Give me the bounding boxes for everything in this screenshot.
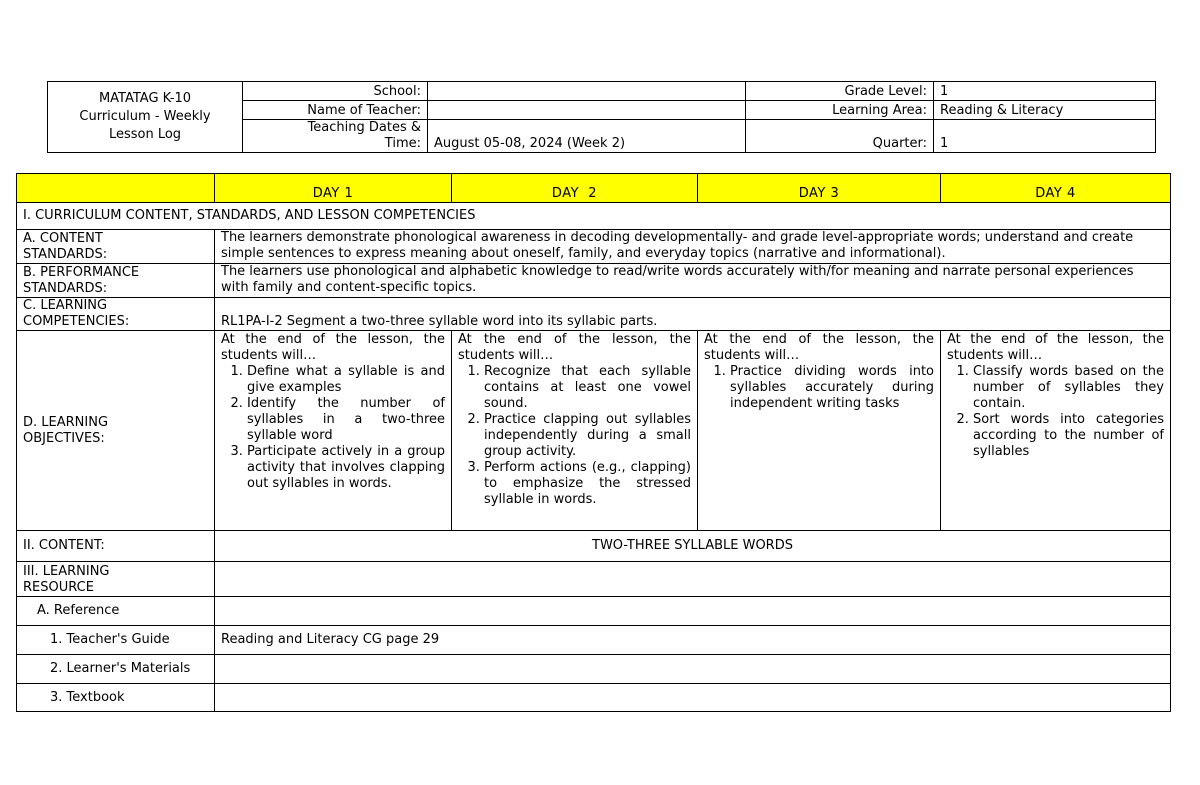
learning-area-field[interactable]: Reading & Literacy xyxy=(934,101,1156,120)
day-3-objectives-intro: At the end of the lesson, the students will… xyxy=(704,332,934,363)
list-item: 2. Sort words into categories according to the number of syllables xyxy=(973,412,1164,460)
content-label: II. CONTENT: xyxy=(17,531,215,562)
learners-materials-field[interactable] xyxy=(215,655,1171,684)
learning-resource-row xyxy=(17,562,1171,597)
list-item: 3. Participate actively in a group activity that involves clapping out syllables in words. xyxy=(247,444,445,492)
textbook-row xyxy=(17,684,1171,712)
day-3-objectives[interactable] xyxy=(698,331,941,531)
reference-label: A. Reference xyxy=(17,597,215,626)
textbook-label: 3. Textbook xyxy=(17,684,215,712)
learning-competencies-label-line-1: C. LEARNING xyxy=(23,298,108,313)
day-4-objectives-intro: At the end of the lesson, the students will… xyxy=(947,332,1164,363)
log-title-line-2: Curriculum - Weekly xyxy=(79,109,211,124)
quarter-label: Quarter: xyxy=(746,120,934,153)
content-standards-label xyxy=(17,230,215,264)
performance-standards-row xyxy=(17,264,1171,298)
teachers-guide-label: 1. Teacher's Guide xyxy=(17,626,215,655)
day-header-blank xyxy=(17,174,215,203)
learning-competencies-label xyxy=(17,298,215,331)
learning-resource-label-line-1: III. LEARNING xyxy=(23,564,110,579)
learning-competencies-text[interactable]: RL1PA-I-2 Segment a two-three syllable word into its syllabic parts. xyxy=(215,298,1171,331)
content-standards-label-line-2: STANDARDS: xyxy=(23,247,108,262)
learners-materials-row xyxy=(17,655,1171,684)
learning-area-label: Learning Area: xyxy=(746,101,934,120)
day-2-objectives-list xyxy=(458,364,691,508)
log-title-line-3: Lesson Log xyxy=(108,127,182,142)
teacher-name-label: Name of Teacher: xyxy=(243,101,428,120)
content-row xyxy=(17,531,1171,562)
header-table xyxy=(47,81,1156,153)
content-value[interactable]: TWO-THREE SYLLABLE WORDS xyxy=(215,531,1171,562)
section-curriculum-heading: I. CURRICULUM CONTENT, STANDARDS, AND LESSON COMPETENCIES xyxy=(17,203,1171,230)
day-3-header: DAY 3 xyxy=(698,174,941,203)
textbook-field[interactable] xyxy=(215,684,1171,712)
teaching-dates-label-line-2: Time: xyxy=(384,136,421,151)
quarter-field[interactable]: 1 xyxy=(934,120,1156,153)
day-4-objectives-list xyxy=(947,364,1164,460)
learning-resource-field[interactable] xyxy=(215,562,1171,597)
list-item: 1. Practice dividing words into syllables accurately during independent writing tasks xyxy=(730,364,934,412)
teaching-dates-label-line-1: Teaching Dates & xyxy=(307,120,421,135)
day-4-header: DAY 4 xyxy=(941,174,1171,203)
content-standards-row xyxy=(17,230,1171,264)
performance-standards-label-line-2: STANDARDS: xyxy=(23,281,108,296)
teachers-guide-field[interactable]: Reading and Literacy CG page 29 xyxy=(215,626,1171,655)
teachers-guide-row xyxy=(17,626,1171,655)
list-item: 2. Identify the number of syllables in a two-three syllable word xyxy=(247,396,445,444)
lesson-log-table xyxy=(16,173,1171,712)
list-item: 3. Perform actions (e.g., clapping) to emphasize the stressed syllable in words. xyxy=(484,460,691,508)
list-item: 1. Recognize that each syllable contains at least one vowel sound. xyxy=(484,364,691,412)
performance-standards-label-line-1: B. PERFORMANCE xyxy=(23,265,140,280)
list-item: 2. Practice clapping out syllables independently during a small group activity. xyxy=(484,412,691,460)
day-3-objectives-list xyxy=(704,364,934,412)
log-title xyxy=(48,82,243,153)
section-curriculum-row xyxy=(17,203,1171,230)
day-1-objectives-intro: At the end of the lesson, the students will… xyxy=(221,332,445,363)
list-item: 1. Classify words based on the number of syllables they contain. xyxy=(973,364,1164,412)
learning-objectives-row xyxy=(17,331,1171,531)
content-standards-label-line-1: A. CONTENT xyxy=(23,231,103,246)
day-1-header: DAY 1 xyxy=(215,174,452,203)
day-2-header: DAY 2 xyxy=(452,174,698,203)
day-4-objectives[interactable] xyxy=(941,331,1171,531)
school-label: School: xyxy=(243,82,428,101)
day-header-row xyxy=(17,174,1171,203)
learning-resource-label xyxy=(17,562,215,597)
learning-objectives-label-line-1: D. LEARNING xyxy=(23,414,109,430)
day-2-objectives[interactable] xyxy=(452,331,698,531)
content-standards-text[interactable]: The learners demonstrate phonological awareness in decoding developmentally- and grade level-appropriate words; understand and create simple sentences to express meaning about oneself, family, and everyday topics (narrative and informational). xyxy=(215,230,1171,264)
learning-objectives-label-line-2: OBJECTIVES: xyxy=(23,430,105,446)
learning-resource-label-line-2: RESOURCE xyxy=(23,580,94,595)
learners-materials-label: 2. Learner's Materials xyxy=(17,655,215,684)
day-1-objectives-list xyxy=(221,364,445,492)
learning-objectives-label xyxy=(17,331,215,531)
day-1-objectives[interactable] xyxy=(215,331,452,531)
teacher-name-field[interactable] xyxy=(428,101,746,120)
reference-row xyxy=(17,597,1171,626)
list-item: 1. Define what a syllable is and give examples xyxy=(247,364,445,396)
learning-competencies-label-line-2: COMPETENCIES: xyxy=(23,314,130,329)
grade-level-label: Grade Level: xyxy=(746,82,934,101)
teaching-dates-field[interactable]: August 05-08, 2024 (Week 2) xyxy=(428,120,746,153)
log-title-line-1: MATATAG K-10 xyxy=(98,91,192,106)
performance-standards-label xyxy=(17,264,215,298)
performance-standards-text[interactable]: The learners use phonological and alphabetic knowledge to read/write words accurately with/for meaning and narrate personal experiences with family and content-specific topics. xyxy=(215,264,1171,298)
reference-field[interactable] xyxy=(215,597,1171,626)
learning-competencies-row xyxy=(17,298,1171,331)
teaching-dates-label xyxy=(243,120,428,153)
grade-level-field[interactable]: 1 xyxy=(934,82,1156,101)
day-2-objectives-intro: At the end of the lesson, the students will… xyxy=(458,332,691,363)
school-field[interactable] xyxy=(428,82,746,101)
